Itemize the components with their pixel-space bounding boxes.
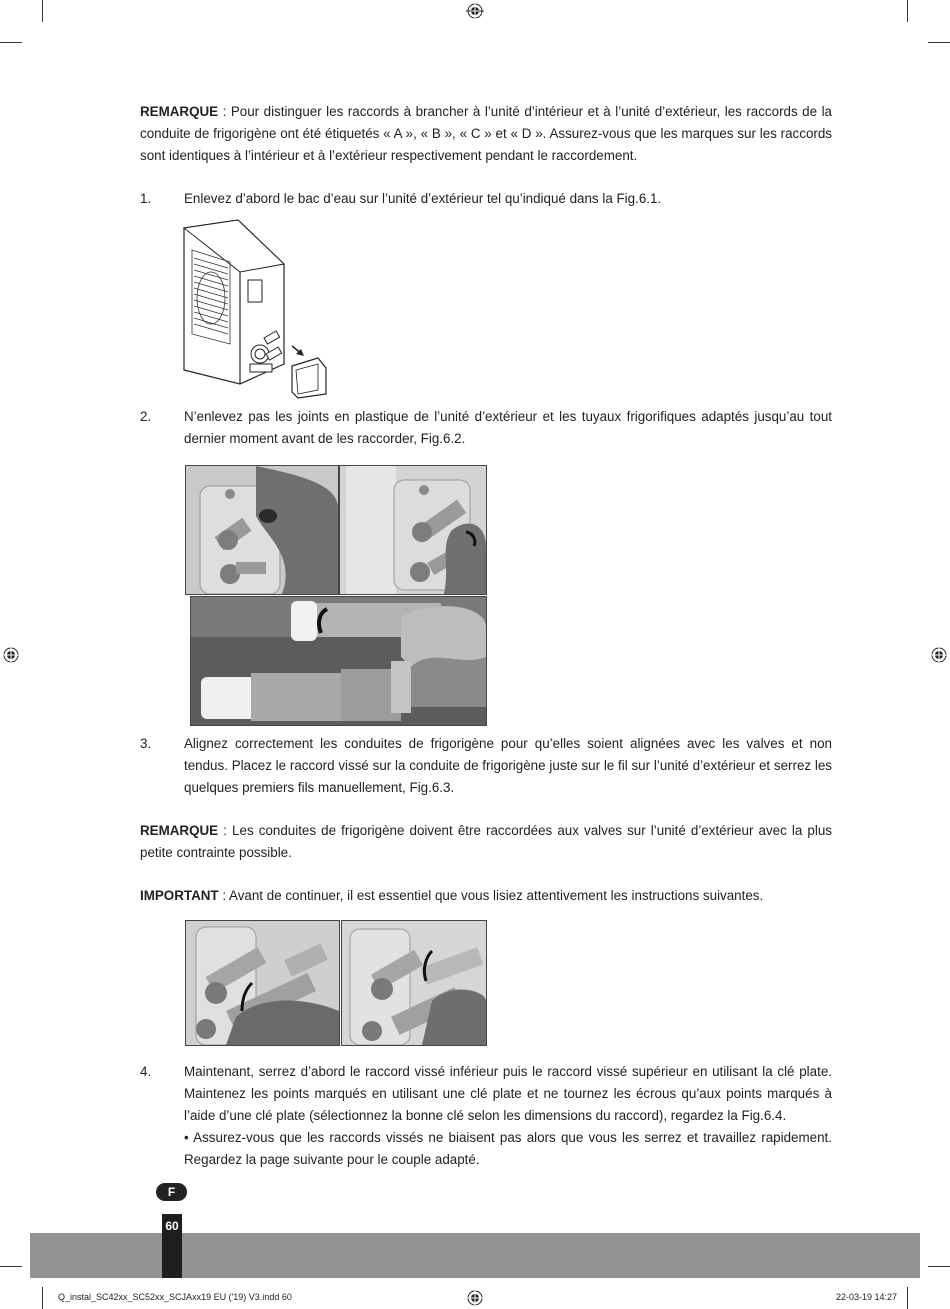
page-number: 60 bbox=[165, 1219, 179, 1233]
crop-mark bbox=[0, 42, 22, 43]
step-bullet bbox=[184, 1127, 832, 1171]
crop-mark bbox=[42, 1287, 43, 1309]
step-3 bbox=[140, 733, 832, 799]
step-number: 2. bbox=[140, 409, 152, 424]
crop-mark bbox=[928, 42, 950, 43]
registration-mark-icon bbox=[466, 2, 484, 20]
step-number: 1. bbox=[140, 191, 152, 206]
step-number: 4. bbox=[140, 1064, 152, 1079]
step-1 bbox=[140, 188, 832, 210]
photo-valve-seal-right bbox=[339, 465, 487, 595]
important-paragraph bbox=[140, 885, 832, 907]
bullet-text: • Assurez-vous que les raccords vissés ne biaisent pas alors que vous les serrez et travaillez rapidement. Regardez la page suivante pour le couple adapté. bbox=[184, 1130, 832, 1167]
step-2 bbox=[140, 406, 832, 450]
remark-text: : Pour distinguer les raccords à brancher à l’unité d’intérieur et à l’unité d’extérieur, les raccords de la conduite de frigorigène ont été étiquetés « A », « B », « C » et « D ». Assurez-vous que les marques sur les raccords sont identiques à l’intérieur et à l’extérieur respectivement pendant le raccordement. bbox=[140, 104, 832, 163]
language-badge: F bbox=[156, 1183, 187, 1201]
remark-label: REMARQUE bbox=[140, 823, 219, 838]
photo-tightening-right bbox=[341, 920, 487, 1046]
step-text: Alignez correctement les conduites de frigorigène pour qu’elles soient alignées avec les valves et non tendus. Placez le raccord vissé sur la conduite de frigorigène juste sur le fil sur l’unité d’extérieur et serrez les quelques premiers fils manuellement, Fig.6.3. bbox=[184, 736, 832, 795]
remark-paragraph bbox=[140, 101, 832, 167]
crop-mark bbox=[928, 1266, 950, 1267]
outdoor-unit-drawing bbox=[180, 218, 330, 400]
footer-date: 22-03-19 14:27 bbox=[836, 1292, 898, 1302]
important-label: IMPORTANT bbox=[140, 888, 219, 903]
step-number: 3. bbox=[140, 736, 152, 751]
photo-tightening-left bbox=[185, 920, 340, 1046]
step-text: Maintenant, serrez d’abord le raccord vissé inférieur puis le raccord vissé supérieur en utilisant la clé plate. Maintenez les points marqués en utilisant une clé plate et ne tournez les écrous qu’aux points marqués à l’aide d’une clé plate (sélectionnez la bonne clé selon les dimensions du raccord), regardez la Fig.6.4. bbox=[184, 1064, 832, 1123]
step-text: Enlevez d’abord le bac d’eau sur l’unité d’extérieur tel qu’indiqué dans la Fig.6.1. bbox=[184, 191, 662, 206]
registration-mark-icon bbox=[2, 646, 20, 664]
registration-mark-icon bbox=[466, 1289, 484, 1307]
registration-mark-icon bbox=[930, 646, 948, 664]
photo-pipe-connector bbox=[190, 596, 487, 726]
important-text: : Avant de continuer, il est essentiel que vous lisiez attentivement les instructions suivantes. bbox=[218, 888, 764, 903]
crop-mark bbox=[907, 1287, 908, 1309]
remark-paragraph bbox=[140, 820, 832, 864]
crop-mark bbox=[907, 0, 908, 22]
photo-valve-seal-left bbox=[185, 465, 339, 595]
footer-filename: Q_instal_SC42xx_SC52xx_SCJAxx19 EU ('19) V3.indd 60 bbox=[58, 1292, 292, 1302]
step-text: N’enlevez pas les joints en plastique de l’unité d’extérieur et les tuyaux frigorifiques adaptés jusqu’au tout dernier moment avant de les raccorder, Fig.6.2. bbox=[184, 409, 832, 446]
crop-mark bbox=[42, 0, 43, 22]
remark-label: REMARQUE bbox=[140, 104, 219, 119]
remark-text: : Les conduites de frigorigène doivent être raccordées aux valves sur l’unité d’extérieur avec la plus petite contrainte possible. bbox=[140, 823, 832, 860]
crop-mark bbox=[0, 1266, 22, 1267]
step-4 bbox=[140, 1061, 832, 1171]
